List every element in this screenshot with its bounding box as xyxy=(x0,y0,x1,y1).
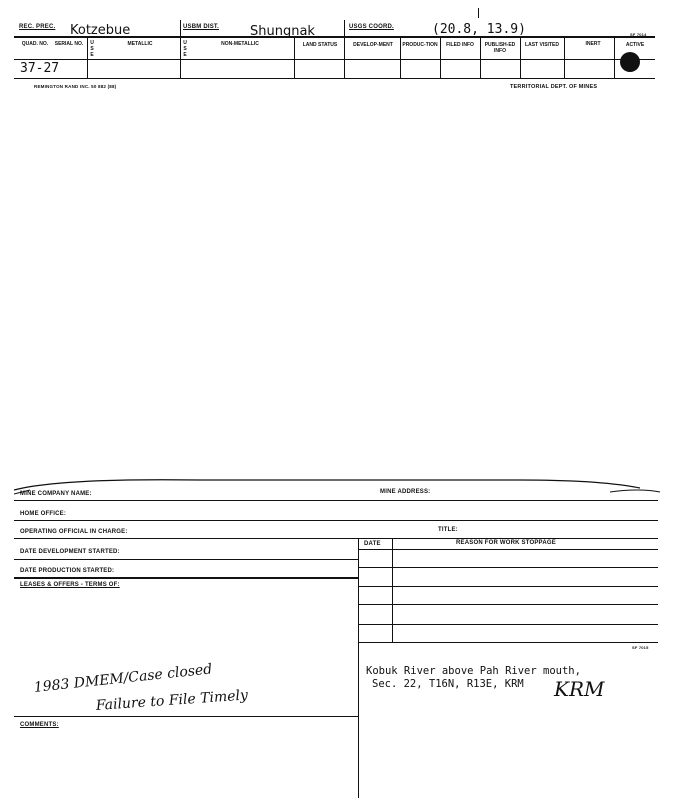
reason-col-label: REASON FOR WORK STOPPAGE xyxy=(456,540,556,546)
date-col-label: DATE xyxy=(364,541,381,547)
col-development: DEVELOP-MENT xyxy=(353,42,393,48)
usgs-coord-label: USGS COORD. xyxy=(349,24,394,30)
comments-label: COMMENTS: xyxy=(20,722,59,728)
ink-blot xyxy=(620,52,640,72)
rec-prec-label: REC. PREC. xyxy=(19,24,56,30)
date-prod-started-label: DATE PRODUCTION STARTED: xyxy=(20,568,115,574)
mine-company-name-label: MINE COMPANY NAME: xyxy=(20,491,92,497)
mine-address-label: MINE ADDRESS: xyxy=(380,489,431,495)
leases-label: LEASES & OFFERS - TERMS OF: xyxy=(20,582,120,588)
usgs-coord-value: (20.8, 13.9) xyxy=(432,22,526,37)
territorial-dept-footer: TERRITORIAL DEPT. OF MINES xyxy=(510,84,598,90)
location-line2: Sec. 22, T16N, R13E, KRM xyxy=(372,678,524,690)
handwritten-note-line2: Failure to File Timely xyxy=(95,687,249,714)
usbm-dist-value: Shungnak xyxy=(250,24,315,39)
col-quad-no: QUAD. NO. xyxy=(21,41,49,47)
form-number-bottom: SF 7015 xyxy=(632,645,649,650)
col-non-metallic: NON-METALLIC xyxy=(221,41,259,47)
col-land-status: LAND STATUS xyxy=(302,42,338,48)
col-use-nonmetallic: U S E xyxy=(183,40,187,58)
operating-official-label: OPERATING OFFICIAL IN CHARGE: xyxy=(20,529,128,535)
col-filed-info: FILED INFO xyxy=(446,42,474,48)
card-edge xyxy=(0,470,678,500)
form-number-top: SF 7014 xyxy=(630,32,647,37)
printer-footer: REMINGTON RAND INC. 50 882 (88) xyxy=(34,84,117,89)
col-active: ACTIVE xyxy=(625,42,645,48)
col-metallic: METALLIC xyxy=(127,41,153,47)
rec-prec-value: Kotzebue xyxy=(70,23,131,38)
location-line1: Kobuk River above Pah River mouth, xyxy=(366,665,581,677)
col-inert: INERT xyxy=(585,41,601,47)
quad-value: 37-27 xyxy=(20,61,60,76)
col-use-metallic: U S E xyxy=(90,40,94,58)
handwritten-note-line1: 1983 DMEM/Case closed xyxy=(33,661,213,696)
col-serial-no: SERIAL NO. xyxy=(54,41,84,47)
col-production: PRODUC-TION xyxy=(402,42,438,48)
col-last-visited: LAST VISITED xyxy=(525,42,559,48)
col-published-info: PUBLISH-ED INFO xyxy=(484,42,516,54)
initials: KRM xyxy=(554,677,605,701)
date-dev-started-label: DATE DEVELOPMENT STARTED: xyxy=(20,549,120,555)
title-label: TITLE: xyxy=(438,527,458,533)
usbm-dist-label: USBM DIST. xyxy=(183,24,220,30)
home-office-label: HOME OFFICE: xyxy=(20,511,67,517)
